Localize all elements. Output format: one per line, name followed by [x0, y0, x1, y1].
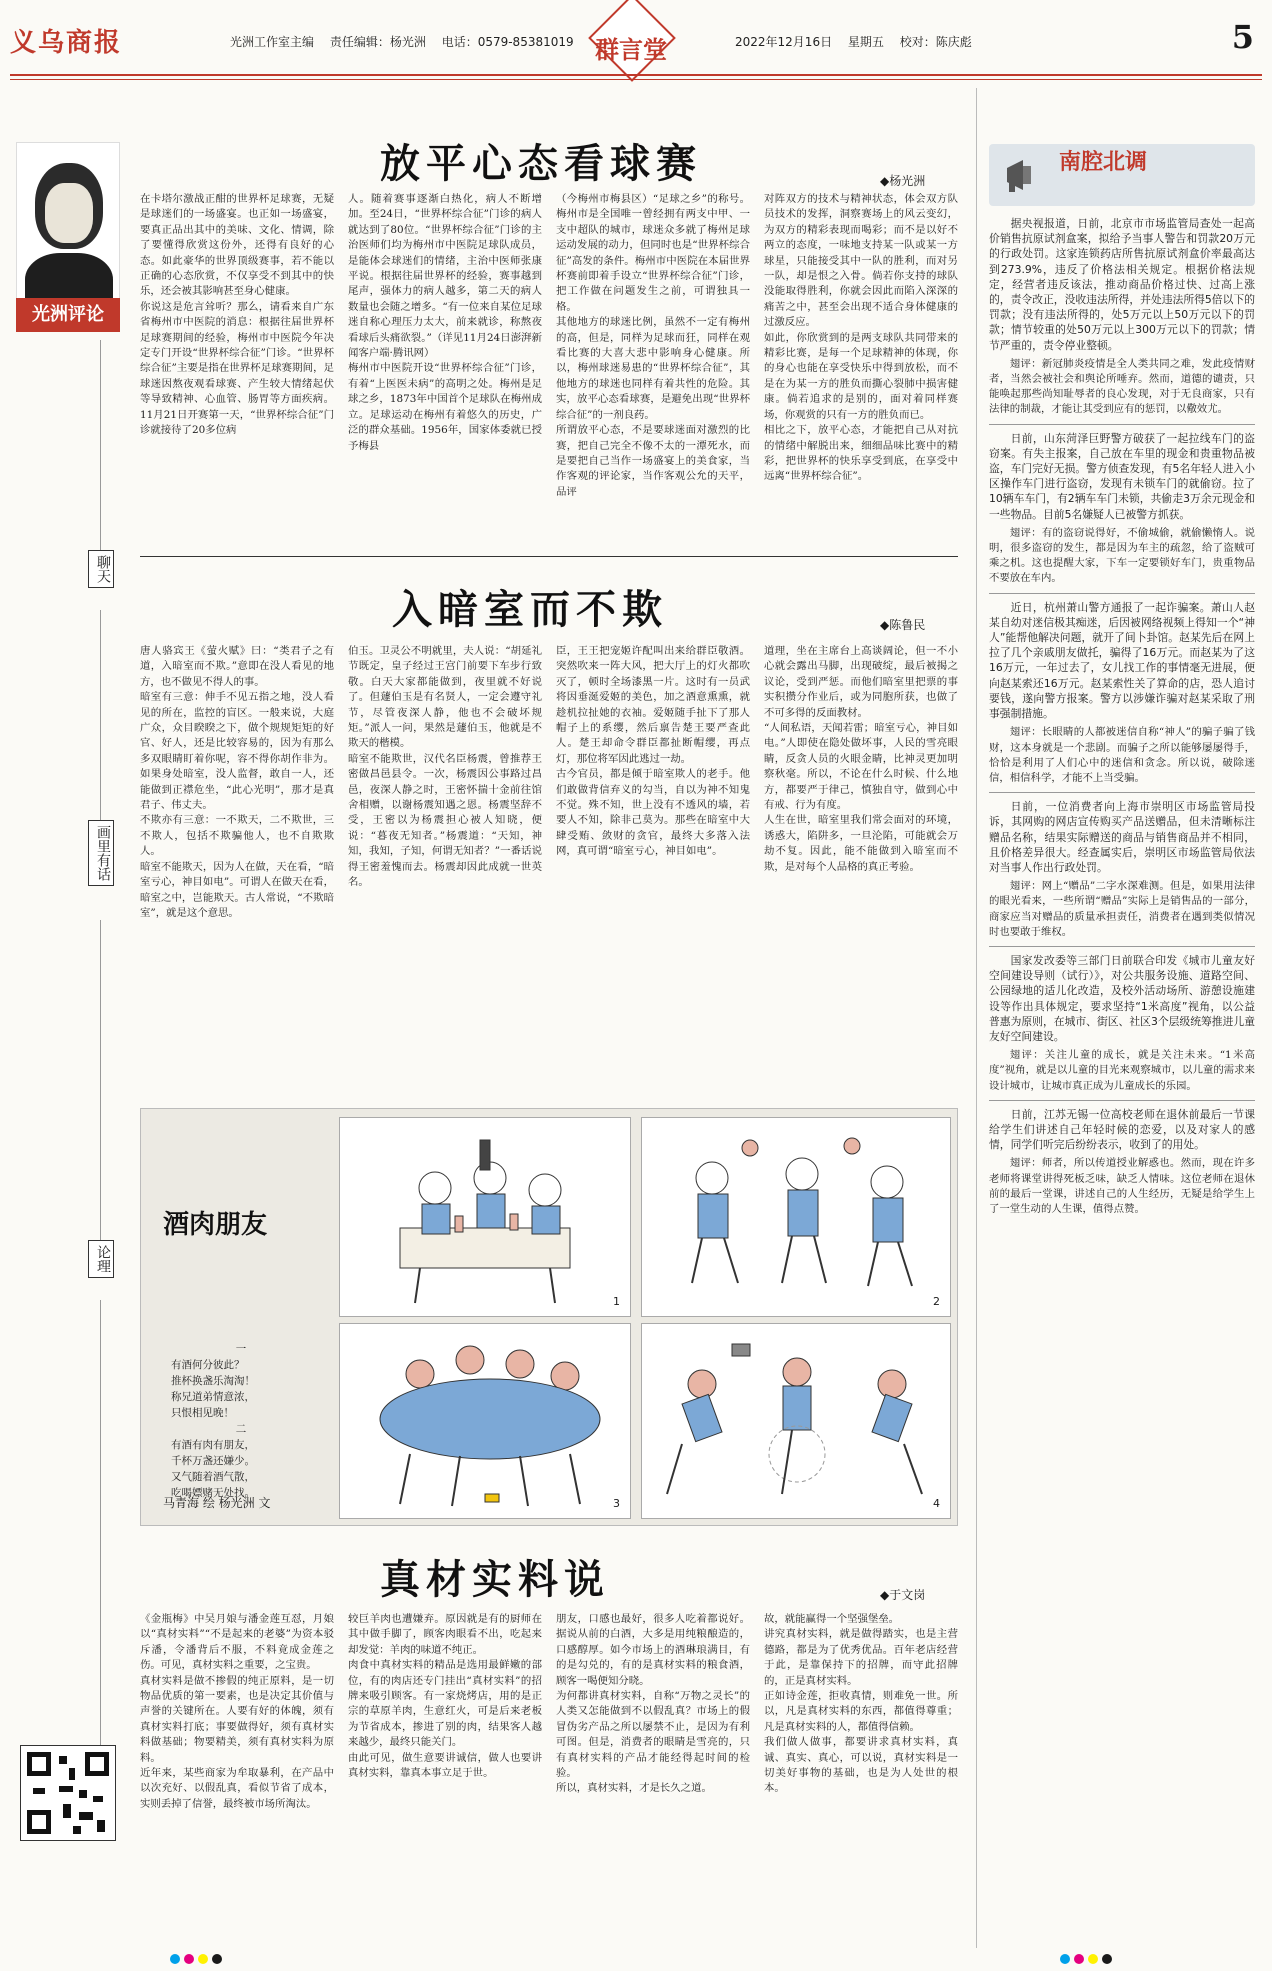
- registration-dot-icon: [1088, 1954, 1098, 1964]
- article-body: [140, 192, 958, 544]
- side-divider: [100, 1300, 101, 1820]
- panel-number: 3: [613, 1497, 620, 1510]
- article-column: 朋友，口感也最好，很多人吃着都说好。据说从前的白酒，大多是用纯粮酿造的，口感醇厚。如今市场上的酒琳琅满目，有的是勾兑的，有的是真材实料的粮食酒，顾客一喝便知分晓。 为何都讲真材实料，自称“万物之灵长”的人类又怎能做到不以假乱真？市场上的假冒伪劣产品之所以屡禁不止，是因为有利可图。但是，消费者的眼睛是雪亮的，只有真材实料的产品才能经得起时间的检验。 所以，真材实料，才是长久之道。: [556, 1613, 750, 1795]
- qr-module: [73, 1826, 81, 1834]
- section-divider: [140, 556, 958, 557]
- cartoon-poem: [171, 1341, 311, 1501]
- registration-dot-icon: [184, 1954, 194, 1964]
- brief-news: 近日，杭州萧山警方通报了一起诈骗案。萧山人赵某自幼对迷信极其痴迷，后因被网络视频上得知一个“神人”能帮他解决问题，就开了间卜卦馆。赵某先后在网上拉了几个亲戚朋友做托，骗得了16万元。而赵某为了这16万元，一年过去了，女儿找工作的事情毫无进展，便向赵某索还16万元。赵某索性关了算命的店，恐人追讨要钱，遂向警方报案。警方以涉嫌诈骗对赵某采取了刑事强制措施。: [989, 600, 1255, 721]
- article-byline: ◆杨光洲: [880, 174, 926, 188]
- section-logo: [556, 12, 706, 72]
- poem-line: 又气随着酒气散，: [171, 1471, 255, 1483]
- side-divider: [100, 920, 101, 1240]
- qr-module: [59, 1786, 73, 1792]
- poem-line: 有酒有肉有朋友，: [171, 1439, 255, 1451]
- qr-module: [79, 1812, 93, 1820]
- article-column: 《金瓶梅》中吴月娘与潘金莲互怼，月娘以“真材实料”“不是起来的老婆”为资本驳斥潘，令潘背后不服，不料竟成金莲之伤。可见，真材实料之重要，之宝贵。 真材实料是做不掺假的纯正原料，是一切物品优质的第一要素，也是决定其价值与声誉的关键所在。人要有好的体魄，须有真材实料打底；事要做得好，须有真材实料做基础；物要精美，须有真材实料为原料。 近年来，某些商家为牟取暴利，在产品中以次充好、以假乱真，看似节省了成本，实则丢掉了信誉，最终被市场所淘汰。: [140, 1613, 334, 1810]
- article-column: 在卡塔尔激战正酣的世界杯足球赛，无疑是球迷们的一场盛宴。也正如一场盛宴，要真正品出其中的美味、文化、情调，除了要懂得欣赏这份外，还得有良好的心态。如此豪华的世界顶级赛事，若不能以正确的心态欣赏，不仅享受不到其中的快乐，还会被其影响甚至身心健康。 你说这是危言耸听？那么，请看来自广东省梅州市中医院的消息：根据往届世界杯足球赛期间的经验，梅州市中医院今年决定专门开设“世界杯综合征”门诊。“世界杯综合征”主要是指在世界杯足球赛期间，足球迷因熬夜观看球赛、产生较大情绪起伏等导致精神、心血管、肠胃等方面疾病。11月21日开赛第一天，“世界杯综合征”门诊就接待了20多位病: [140, 193, 334, 437]
- brief-divider: [989, 593, 1255, 594]
- header-divider: [10, 74, 1262, 76]
- huddled-friends-illustration-icon: [340, 1324, 631, 1519]
- article-title: 放平心态看球赛: [380, 140, 702, 187]
- qr-finder-icon: [85, 1752, 109, 1776]
- qr-module: [63, 1804, 71, 1818]
- article-body: [140, 644, 958, 1094]
- article-column: 较巨羊肉也遭嫌弃。原因就是有的厨师在其中做手脚了，顾客肉眼看不出，吃起来却发觉：羊肉的味道不纯正。 肉食中真材实料的精品是选用最鲜嫩的部位，有的肉店还专门挂出“真材实料”的招牌来吸引顾客。有一家烧烤店，用的是正宗的草原羊肉，生意红火，可是后来老板为节省成本，掺进了别的肉，结果客人越来越少，最终只能关门。 由此可见，做生意要讲诚信，做人也要讲真材实料，靠真本事立足于世。: [348, 1613, 542, 1780]
- registration-dot-icon: [170, 1954, 180, 1964]
- panel-number: 1: [613, 1295, 620, 1308]
- poem-line: 吃喝嫖赌无处找。: [171, 1487, 255, 1499]
- column-banner: [989, 144, 1255, 206]
- weekday: 星期五: [847, 35, 884, 49]
- brief-item: [989, 953, 1255, 1094]
- toasting-friends-illustration-icon: [642, 1118, 951, 1317]
- cartoon-frame-3: [339, 1323, 631, 1519]
- brief-news: 日前，山东菏泽巨野警方破获了一起拉线车门的盗窃案。有失主报案，自己放在车里的现金和贵重物品被盗，车门完好无损。警方侦查发现，有5名年轻人进入小区操作车门进行盗窃，发现有未锁车门的就偷窃。拉了10辆车车门，有2辆车车门未锁，共偷走3万余元现金和一些物品。目前5名嫌疑人已被警方抓获。: [989, 431, 1255, 521]
- page-header: [0, 0, 1272, 80]
- article-column: 对阵双方的技术与精神状态，体会双方队员技术的发挥，洞察赛场上的风云变幻，为双方的精彩表现而喝彩；而不是以好不两立的态度，一味地支持某一队或某一方球星，只能接受其中一队的胜利，而对另一队，却是恨之入骨。倘若你支持的球队没能取得胜利，你就会因此而陷入深深的痛苦之中，甚至会出现不适合身体健康的过激反应。 如此，你欣赏到的是两支球队共同带来的精彩比赛，是每一个足球精神的体现，你的身心也能在享受快乐中得到放松，而不是在为某一方的胜负而撕心裂肺中损害健康。倘若追求的是别的，面对着同样赛场，你观赏的只有一方的胜负而已。 相比之下，放平心态，才能把自己从对抗的情绪中解脱出来，细细品味比赛中的精彩，把世界杯的快乐享受到底，在享受中远离“世界杯综合征”。: [764, 193, 958, 483]
- article-title: 入暗室而不欺: [392, 586, 668, 633]
- header-divider-thin: [10, 79, 1262, 80]
- side-divider: [100, 340, 101, 550]
- brief-divider: [989, 1100, 1255, 1101]
- column-label: 南腔北调: [1059, 150, 1148, 175]
- phone-label: 电话：0579-85381019: [441, 35, 574, 49]
- brief-comment: 翅评：有的盗窃说得好，不偷城偷，就偷懒惰人。说明，很多盗窃的发生，都是因为车主的疏忽，给了盗贼可乘之机。这也提醒大家，下车一定要锁好车门，贵重物品不要放在车内。: [989, 526, 1255, 585]
- right-column: [976, 88, 1262, 1948]
- qr-module: [59, 1756, 67, 1764]
- masthead: 义乌商报: [10, 28, 123, 58]
- qr-finder-icon: [27, 1810, 51, 1834]
- brief-item: [989, 431, 1255, 587]
- brief-comment: 翅评：新冠肺炎疫情是全人类共同之难，发此疫情财者，当然会被社会和舆论所唾弃。然而，道德的谴责，只能唤起那些尚知耻辱者的良心发现，对于无良商家，只有法律的制裁，才能让其受到应有的惩罚，以儆效尤。: [989, 357, 1255, 416]
- side-tag-reason: 论理: [88, 1240, 114, 1278]
- article-column: 人。随着赛事逐渐白热化，病人不断增加。至24日，“世界杯综合征”门诊的病人就达到了80位。“世界杯综合征”门诊的主治医师们均为梅州市中医院足球队成员，是能体会球迷们的情绪，主治中医师张康平说。根据往届世界杯的经验，赛事越到尾声，强体力的病人越多，第二天的病人数量也会随之增多。“有一位来自某位足球迷自称心理压力太大，前来就诊，称熬夜看球后头痛欲裂。”（详见11月24日澎湃新闻客户端·腾讯网） 梅州市中医院开设“世界杯综合征”门诊，有着“上医医未病”的高明之处。梅州是足球之乡，1873年中国首个足球队在梅州成立。足球运动在梅州有着悠久的历史，广泛的群众基础。1956年，国家体委就已授予梅县: [348, 193, 542, 452]
- left-margin: [10, 90, 125, 1950]
- qr-finder-icon: [27, 1752, 51, 1776]
- article-column: 臣，王王把宠姬许配叫出来给群臣敬酒。突然吹来一阵大风，把大厅上的灯火都吹灭了，顿时全场漆黑一片。这时有一员武将因垂涎爱姬的美色，加之酒意熏熏，就趁机拉扯她的衣袖。爱姬随手扯下了那人帽子上的系缨，然后禀告楚王要严查此人。楚王却命令群臣都扯断帽缨，再点灯，那位将军因此逃过一劫。 古今官员，都是倾于暗室欺人的老手。他们敢做背信弃义的勾当，自以为神不知鬼不觉。殊不知，世上没有不透风的墙，若要人不知，除非己莫为。那些在暗室中大肆受贿、敛财的贪官，最终大多落入法网，真可谓“暗室亏心，神目如电”。: [556, 645, 750, 858]
- brief-item: [989, 600, 1255, 786]
- columnist-portrait: [16, 142, 120, 318]
- date-info: [735, 33, 984, 50]
- cartoon-frame-2: [641, 1117, 951, 1317]
- poem-line: 有酒何分彼此？: [171, 1359, 245, 1371]
- brief-comment: 翅评：网上“赠品”二字水深难测。但是，如果用法律的眼光看来，一些所谓“赠品”实际上是销售品的一部分，商家应当对赠品的质量承担责任，消费者在遇到类似情况时也要敢于维权。: [989, 880, 1255, 938]
- qr-module: [79, 1790, 87, 1798]
- page-number: 5: [1231, 18, 1254, 56]
- cartoon-frame-4: [641, 1323, 951, 1519]
- article-column: 故，就能赢得一个坚强堡垒。 讲究真材实料，就是做得踏实，也是主营德路，都是为了优秀优品。百年老店经营于此，是靠保持下的招牌，而守此招牌的，正是真材实料。 正如诗金莲，拒收真情，则难免一世。所以，凡是真材实料的东西，都值得尊重；凡是真材实料的人，都值得信赖。 我们做人做事，都要讲求真材实料，真诚、真实、真心，可以说，真材实料是一切美好事物的基础，也是为人处世的根本。: [764, 1613, 958, 1795]
- side-tag-chat: 聊天: [88, 550, 114, 588]
- color-registration-marks: [1060, 1954, 1112, 1964]
- panel-number: 2: [933, 1295, 940, 1308]
- registration-dot-icon: [1060, 1954, 1070, 1964]
- qr-module: [33, 1788, 45, 1794]
- registration-dot-icon: [1074, 1954, 1084, 1964]
- poem-line: 二: [235, 1423, 247, 1435]
- article-body: [140, 1612, 958, 1942]
- cartoon-panel: [140, 1108, 958, 1526]
- studio-label: 光洲工作室主编: [230, 35, 315, 49]
- poem-line: 推杯换盏乐淘淘！: [171, 1375, 255, 1387]
- article-byline: ◆陈鲁民: [880, 618, 926, 632]
- brief-divider: [989, 946, 1255, 947]
- brief-news: 日前，一位消费者向上海市崇明区市场监管局投诉，其网购的网店宣传购买产品送赠品，但未清晰标注赠品名称，结果实际赠送的商品与销售商品并不相同，且价格差异很大。经查属实后，崇明区市场监管局依法对当事人作出行政处罚。: [989, 800, 1255, 874]
- editor-label: 责任编辑：杨光洲: [329, 35, 426, 49]
- qr-module: [69, 1768, 75, 1780]
- color-registration-marks: [170, 1954, 222, 1964]
- side-divider: [100, 610, 101, 820]
- cartoon-frame-1: [339, 1117, 631, 1317]
- page-footer: [0, 1948, 1272, 1971]
- brief-divider: [989, 424, 1255, 425]
- brief-divider: [989, 792, 1255, 793]
- portrait-face-icon: [45, 183, 93, 243]
- editorial-info: [230, 33, 586, 50]
- panel-number: 4: [933, 1497, 940, 1510]
- cartoon-title: 酒肉朋友: [163, 1210, 268, 1240]
- column-label: 光洲评论: [16, 298, 120, 332]
- article-byline: ◆于文岗: [880, 1588, 926, 1602]
- cartoon-credits: 马青海 绘 杨光洲 文: [163, 1496, 271, 1510]
- brief-item: [989, 799, 1255, 940]
- drinking-friends-illustration-icon: [340, 1118, 631, 1317]
- article-column: 道理，坐在主席台上高谈阔论，但一不小心就会露出马脚，出现破绽，最后被揭之议论，受到严惩。而他们暗室里把票的事实积攒分作业后，或为同胞所获，也做了不可多得的反面教材。 “人间私语，天闻若雷；暗室亏心，神目如电。”人即使在隐处做坏事，人民的雪亮眼睛，反贪人员的火眼金睛，比神灵更加明察秋毫。所以，不论在什么时候、什么地方，都要严于律己，慎独自守，做到心中有戒、行为有度。 人生在世，暗室里我们常会面对的环境，诱惑大，陷阱多，一旦沦陷，可能就会万劫不复。因此，能不能做到入暗室而不欺，是对每个人品格的真正考验。: [764, 645, 958, 873]
- registration-dot-icon: [1102, 1954, 1112, 1964]
- poem-line: 千杯万盏还嫌少。: [171, 1455, 255, 1467]
- brief-list: [989, 216, 1255, 1221]
- brief-item: [989, 216, 1255, 418]
- article-column: （今梅州市梅县区）“足球之乡”的称号。梅州市是全国唯一曾经拥有两支中甲、一支中超队的城市，球迷众多就了梅州足球运动发展的动力，但同时也是“世界杯综合征”高发的条件。梅州市中医院在本届世界杯赛前即着手设立“世界杯综合征”门诊，把工作做在问题发生之前，可谓独具一格。 其他地方的球迷比例，虽然不一定有梅州的高，但是，同样为足球而狂，同样在观看比赛的大喜大悲中影响身心健康。所以，梅州球迷易患的“世界杯综合征”，其他地方的球迷也同样有着共性的危险。其实，放平心态看球赛，是避免出现“世界杯综合征”的一剂良药。 所谓放平心态，不是要球迷面对激烈的比赛，把自己完全不像不太的一潭死水，而是要把自己当作一场盛宴上的美食家，当作客观的评论家，当作客观公允的天平，品评: [556, 193, 750, 498]
- registration-dot-icon: [198, 1954, 208, 1964]
- brief-news: 国家发改委等三部门日前联合印发《城市儿童友好空间建设导则（试行）》，对公共服务设施、道路空间、公园绿地的适儿化改造，及校外活动场所、游憩设施建设等作出具体规定，要求坚持“1米高度”视角，以公益普惠为原则，在城市、街区、社区3个层级统筹推进儿童友好空间建设。: [989, 953, 1255, 1043]
- side-tag-cartoon: 画里有话: [88, 820, 114, 886]
- article-column: 唐人骆宾王《萤火赋》曰：“类君子之有道，入暗室而不欺。”意即在没人看见的地方，也不做见不得人的事。 暗室有三意：伸手不见五指之地，没人看见的所在，监控的盲区。一般来说，大庭广众，众目睽睽之下，做个规规矩矩的好官、好人，还是比较容易的，因为有那么多双眼睛盯着你呢，容不得你胡作非为。如果身处暗室，没人监督，敢自一人，还能做到正襟危坐，“此心光明”，那才是真君子、伟丈夫。 不欺亦有三意：一不欺天，二不欺世，三不欺人，包括不欺骗他人，也不自欺欺人。 暗室不能欺天，因为人在做，天在看，“暗室亏心，神目如电”。可谓人在做天在看，暗室之中，岂能欺天。古人常说，“不欺暗室”，就是这个意思。: [140, 645, 334, 919]
- section-name: 群言堂: [595, 35, 667, 64]
- poem-line: 一: [235, 1343, 247, 1355]
- qr-module: [93, 1796, 103, 1802]
- issue-date: 2022年12月16日: [735, 35, 833, 49]
- proofreader: 校对：陈庆彪: [899, 35, 972, 49]
- article-title: 真材实料说: [380, 1556, 610, 1603]
- qr-code-icon[interactable]: [20, 1745, 116, 1841]
- brief-comment: 翅评：长眼睛的人都被迷信自称“神人”的骗子骗了钱财，这本身就是一个悲剧。而骗子之所以能够屡屡得手，恰恰是利用了人们心中的迷信和贪念。所以说，破除迷信，相信科学，才能不上当受骗。: [989, 726, 1255, 784]
- brief-item: [989, 1107, 1255, 1217]
- brief-comment: 翅评：师者，所以传道授业解惑也。然而，现在许多老师将课堂讲得死板乏味，缺乏人情味。这位老师在退休前的最后一堂课，讲述自己的人生经历，无疑是给学生上了一堂生动的人生课，值得点赞。: [989, 1157, 1255, 1215]
- poem-line: 称兄道弟情意浓，: [171, 1391, 255, 1403]
- megaphone-icon: [1003, 154, 1035, 196]
- main-content: [140, 88, 960, 1948]
- brief-news: 据央视报道，日前，北京市市场监管局查处一起高价销售抗原试剂盒案，拟给予当事人警告和罚款20万元的行政处罚。这家连锁药店所售抗原试剂盒价率最高达到273.9%，违反了价格法相关规定。根据价格法规定，经营者违反该法，推动商品价格过快、过高上涨的，责令改正，没收违法所得，并处违法所得5倍以下的罚款；没有违法所得的，处5万元以上50万元以下的罚款；情节较重的处50万元以上300万元以下的罚款；情节严重的，责令停业整顿。: [989, 217, 1255, 352]
- qr-module: [97, 1820, 105, 1832]
- scattering-friends-illustration-icon: [642, 1324, 951, 1519]
- poem-line: 只恨相见晚！: [171, 1407, 234, 1419]
- brief-comment: 翅评：关注儿童的成长，就是关注未来。“1米高度”视角，就是以儿童的目光来观察城市，以儿童的需求来设计城市，让城市真正成为儿童成长的乐园。: [989, 1049, 1255, 1092]
- article-column: 伯玉。卫灵公不明就里，夫人说：“胡延礼节既定，皇子经过王宫门前要下车步行致敬。白天大家都能做到，夜里就不好说了。但蘧伯玉是有名贤人，一定会遵守礼节，尽管夜深人静，他也不会破坏规矩。”派人一问，果然是蘧伯玉，他就是不欺天的楷模。 暗室不能欺世，汉代名臣杨震，曾推荐王密做昌邑县令。一次，杨震因公事路过昌邑，夜深人静之时，王密怀揣十金前往馆舍相赠，以谢杨震知遇之恩。杨震坚辞不受，王密以为杨震担心被人知晓，便说：“暮夜无知者。”杨震道：“天知，神知，我知，子知，何谓无知者？”一番话说得王密羞愧而去。杨震却因此成就一世英名。: [348, 645, 542, 889]
- registration-dot-icon: [212, 1954, 222, 1964]
- brief-news: 日前，江苏无锡一位高校老师在退休前最后一节课给学生们讲述自己年轻时候的恋爱，以及对家人的感情，同学们听完后纷纷表示，收到了的用处。: [989, 1107, 1255, 1152]
